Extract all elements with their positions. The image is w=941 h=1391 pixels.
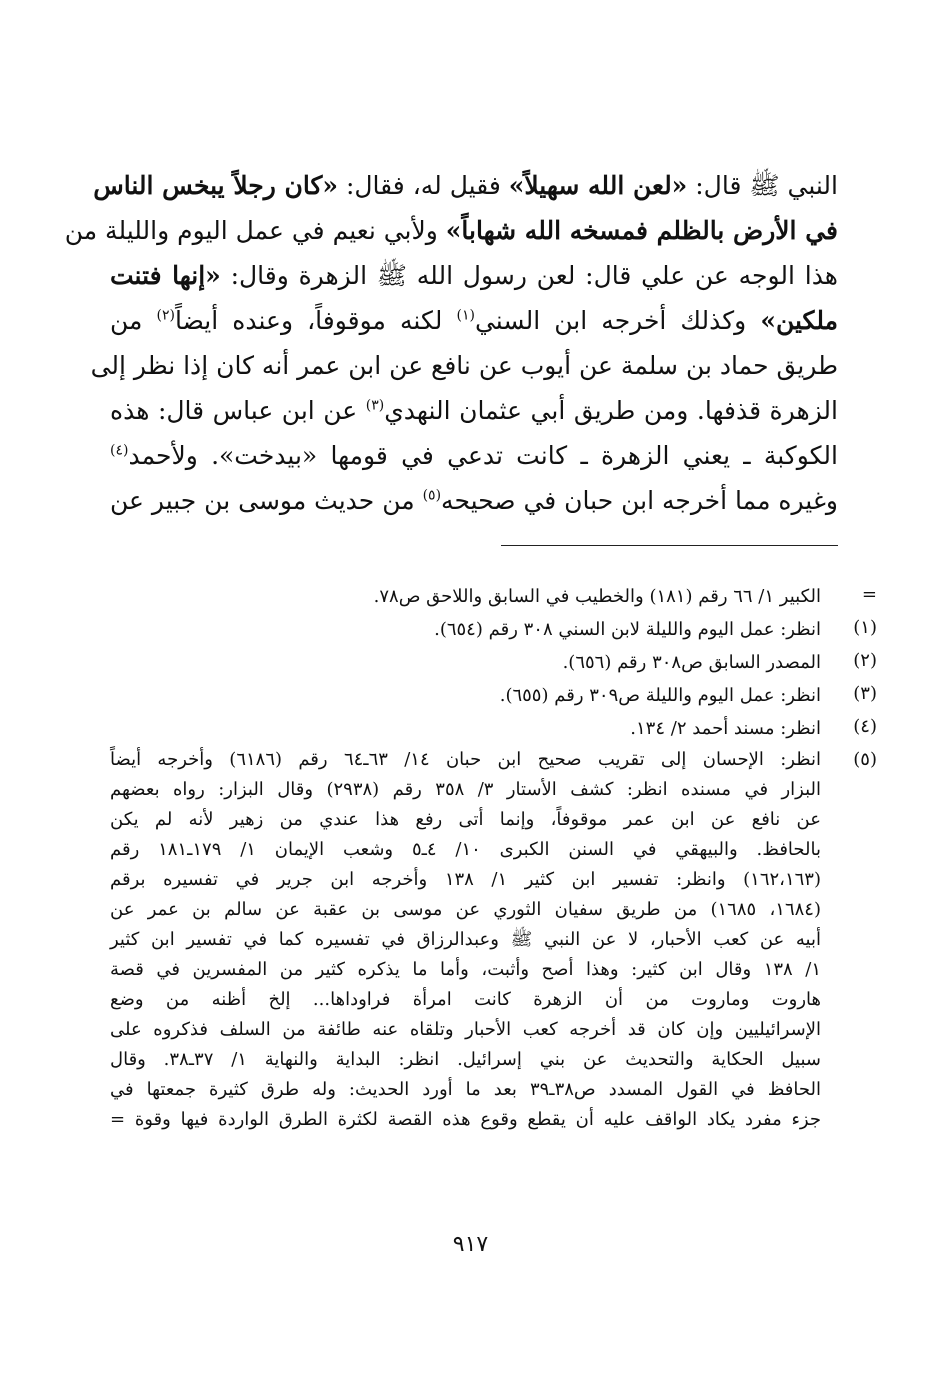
- footnote-line: عن نافع عن ابن عمر موقوفاً، وإنما أتى رفع هذا عندي من زهير لأنه لم يكن: [110, 809, 821, 830]
- main-text-line: [93, 163, 838, 208]
- footnote-line: انظر: الإحسان إلى تقريب صحيح ابن حبان ١٤/ ٦٣ـ٦٤ رقم (٦١٨٦) وأخرجه أيضاً: [110, 749, 821, 770]
- footnote-number: (٤): [853, 716, 877, 737]
- footnote-item: [110, 712, 877, 745]
- text-run: وكذلك أخرجه ابن السني: [474, 306, 761, 335]
- footnote-line: جزء مفرد يكاد الواقف عليه أن يقطع وقوع هذه القصة لكثرة الطرق الواردة فيها وقوة =: [110, 1109, 821, 1130]
- text-run: من حديث موسى بن جبير عن: [110, 486, 423, 515]
- footnote-text: [110, 613, 821, 646]
- hadith-quote: «كان رجلاً يبخس الناس: [93, 171, 338, 200]
- footnote-line: بالحافظ. والبيهقي في السنن الكبرى ١٠/ ٤ـ٥ وشعب الإيمان ١/ ١٧٩ـ١٨١ رقم: [110, 839, 821, 860]
- footnote-text: [110, 679, 821, 712]
- main-text-line: [110, 253, 838, 298]
- footnote-text: [110, 712, 821, 745]
- footnote-text: [110, 646, 821, 679]
- text-run: هذا الوجه عن علي قال: لعن رسول الله ﷺ الزهرة وقال:: [220, 261, 838, 290]
- hadith-quote: «لعن الله سهيلاً»: [508, 171, 688, 200]
- footnote-line: انظر: مسند أحمد ٢/ ١٣٤.: [630, 718, 821, 739]
- footnote-text: [110, 745, 821, 1135]
- footnote-line: انظر: عمل اليوم والليلة لابن السني ٣٠٨ رقم (٦٥٤).: [434, 619, 821, 640]
- footnote-line: الإسرائيليين وإن كان قد أخرجه كعب الأحبار وتلقاه عنه طائفة من السلف فذكروه على: [110, 1019, 821, 1040]
- footnotes-block: [110, 580, 877, 1135]
- hadith-quote: «إنها فتنت: [110, 261, 221, 290]
- footnote-number: (٣): [853, 683, 877, 704]
- hadith-quote: في الأرض بالظلم فمسخه الله شهاباً»: [445, 216, 838, 245]
- footnote-item: [110, 745, 877, 1135]
- footnote-number: (٢): [853, 650, 877, 671]
- footnote-line: أبيه عن كعب الأحبار، لا عن النبي ﷺ وعبدالرزاق في تفسيره كما في تفسير ابن كثير: [110, 929, 821, 950]
- footnote-line: هاروت وماروت من أن الزهرة كانت امرأة فراوداها... إلخ أظنه من وضع: [110, 989, 821, 1010]
- footnote-separator-line: [501, 545, 838, 546]
- text-run: ولأبي نعيم في عمل اليوم والليلة من: [64, 216, 446, 245]
- footnote-reference: (٣): [365, 397, 385, 414]
- footnote-continuation-text: الكبير ١/ ٦٦ رقم (١٨١) والخطيب في السابق واللاحق ص٧٨.: [373, 586, 821, 607]
- footnote-line: انظر: عمل اليوم والليلة ص٣٠٩ رقم (٦٥٥).: [499, 685, 821, 706]
- footnote-line: سبيل الحكاية والتحديث عن بني إسرائيل. انظر: البداية والنهاية ١/ ٣٧ـ٣٨. وقال: [110, 1049, 821, 1070]
- footnote-list: [110, 613, 877, 1135]
- footnote-reference: (١): [456, 307, 475, 324]
- text-run: فقيل له، فقال:: [338, 171, 509, 200]
- footnote-line: الحافظ في القول المسدد ص٣٨ـ٣٩ بعد ما أورد الحديث: وله طرق كثيرة جمعتها في: [110, 1079, 821, 1100]
- footnote-number: (١): [853, 617, 877, 638]
- footnote-item: [110, 613, 877, 646]
- footnote-line: المصدر السابق ص٣٠٨ رقم (٦٥٦).: [562, 652, 821, 673]
- footnote-item: [110, 646, 877, 679]
- footnote-continuation-marker: =: [861, 584, 877, 605]
- text-run: الزهرة قذفها. ومن طريق أبي عثمان النهدي: [384, 396, 838, 425]
- footnote-line: (١٦٢،١٦٣) وانظر: تفسير ابن كثير ١/ ١٣٨ وأخرجه ابن جرير في تفسيره برقم: [110, 869, 822, 890]
- footnote-reference: (٤): [110, 442, 129, 459]
- footnote-number: (٥): [853, 749, 877, 770]
- footnote-line: (١٦٨٤، ١٦٨٥) من طريق سفيان الثوري عن موسى بن عقبة عن سالم بن عمر عن: [110, 899, 821, 920]
- footnote-reference: (٥): [422, 487, 442, 504]
- footnote-line: ١/ ١٣٨ وقال ابن كثير: وهذا أصح وأثبت، وأما ما يذكره كثير من المفسرين في قصة: [110, 959, 821, 980]
- main-text-line: [110, 433, 838, 478]
- text-run: وغيره مما أخرجه ابن حبان في صحيحه: [441, 486, 838, 515]
- hadith-quote: ملكين»: [760, 306, 838, 335]
- text-run: طريق حماد بن سلمة عن أيوب عن نافع عن ابن عمر أنه كان إذا نظر إلى: [90, 351, 838, 380]
- main-text-line: [90, 343, 838, 388]
- main-text-line: [110, 298, 838, 343]
- footnote-item: [110, 679, 877, 712]
- main-text-block: [64, 163, 838, 523]
- main-text-line: [110, 478, 838, 523]
- footnote-reference: (٢): [156, 307, 175, 324]
- footnote-line: البزار في مسنده انظر: كشف الأستار ٣/ ٣٥٨ رقم (٢٩٣٨) وقال البزار: رواه بعضهم: [110, 779, 821, 800]
- text-run: من: [110, 306, 157, 335]
- text-run: النبي ﷺ قال:: [687, 171, 838, 200]
- footnote-continuation: [110, 580, 877, 613]
- main-text-line: [110, 388, 838, 433]
- main-text-line: [64, 208, 838, 253]
- text-run: لكنه موقوفاً، وعنده أيضاً: [174, 306, 457, 335]
- text-run: الكوكبة ـ يعني الزهرة ـ كانت تدعي في قومها «بيدخت». ولأحمد: [128, 441, 838, 470]
- page-number: ٩١٧: [452, 1232, 489, 1257]
- text-run: عن ابن عباس قال: هذه: [110, 396, 366, 425]
